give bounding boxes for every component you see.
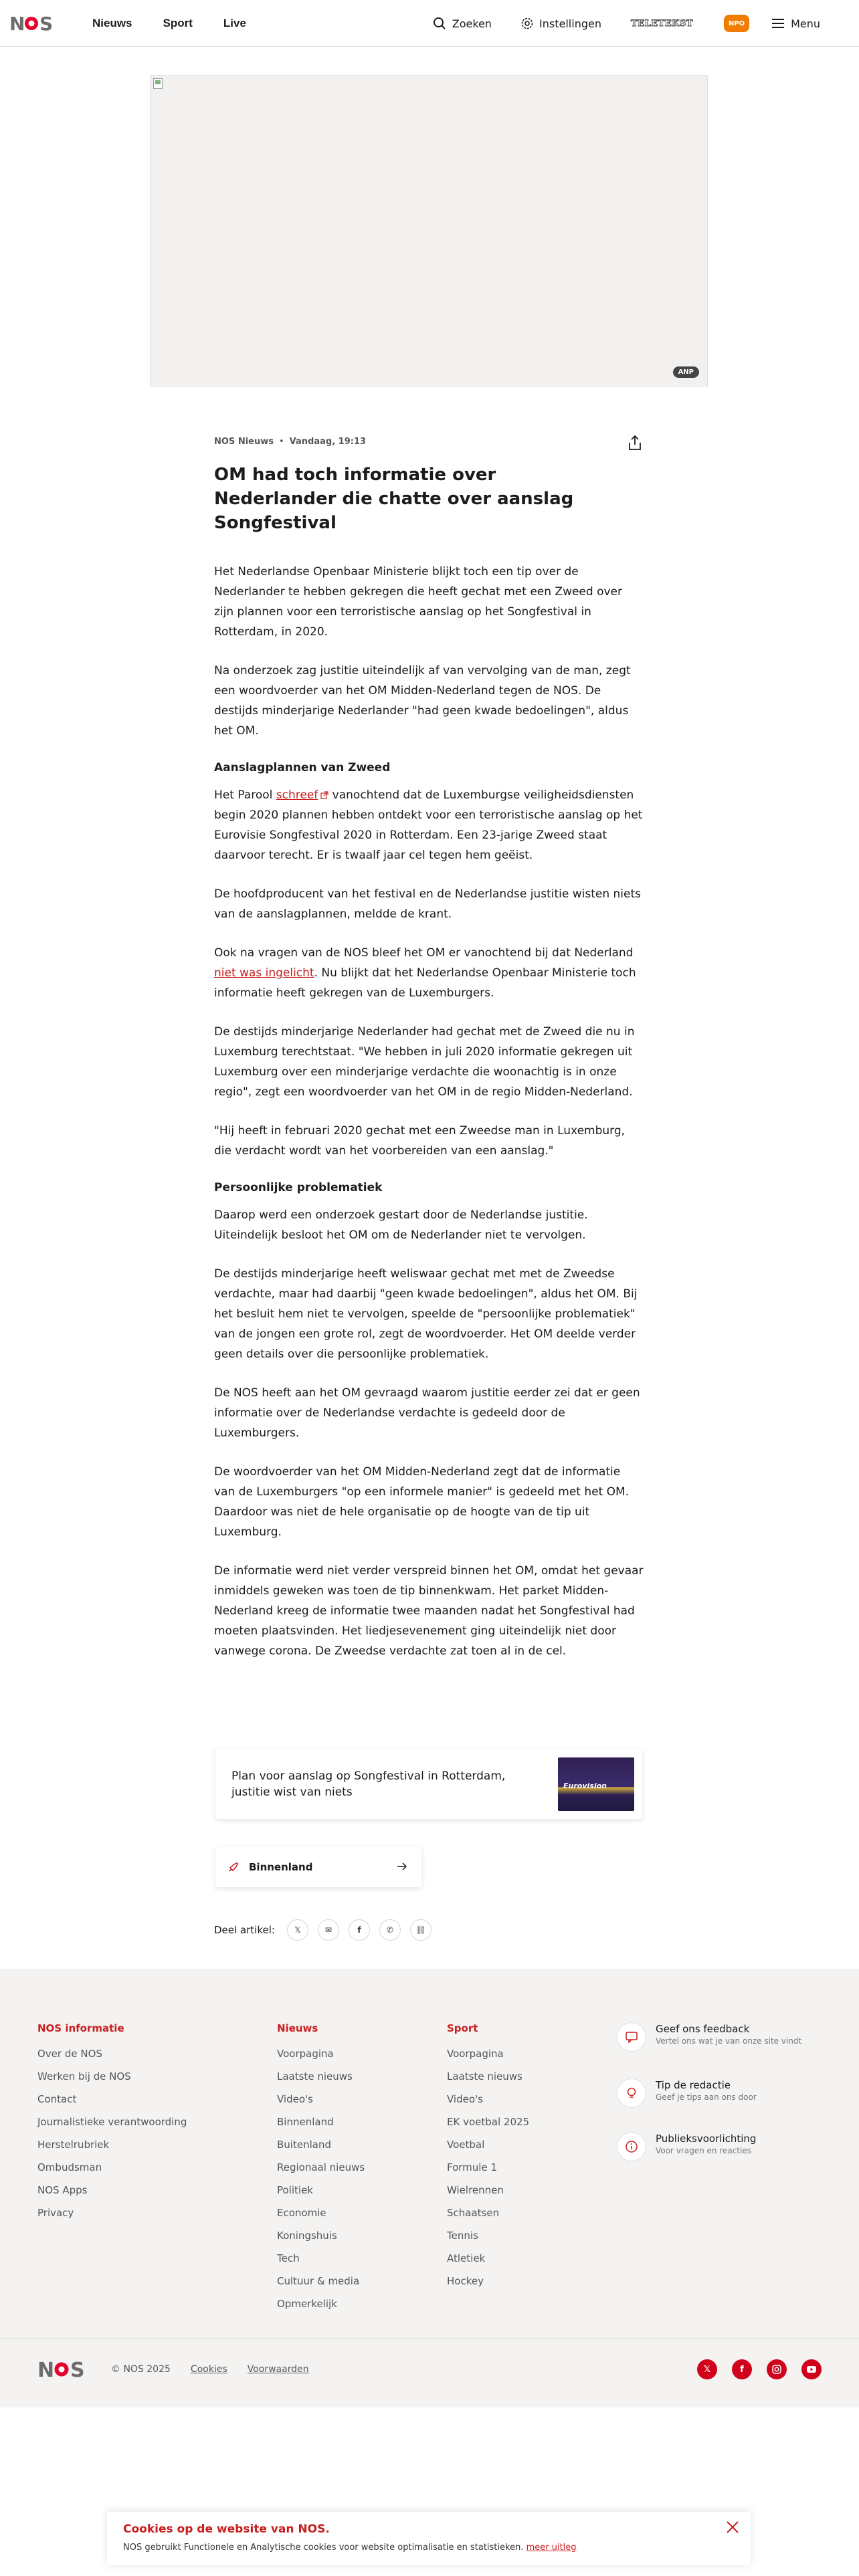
npo-logo[interactable]: NPO — [724, 15, 749, 32]
footer-col-title: NOS informatie — [37, 2022, 124, 2034]
footer-link[interactable]: Video's — [277, 2093, 313, 2105]
meta-separator: • — [278, 436, 284, 447]
article-paragraph: Het Nederlandse Openbaar Ministerie blijkt toch een tip over de Nederlander te hebben gekregen die heeft gechat met een Zweed over zijn plannen voor een terroristische aanslag op het Songfestival in Rotterdam, in 2020. — [214, 565, 622, 639]
teletekst-link[interactable]: TELETEKST — [630, 18, 694, 29]
subheading-problematiek: Persoonlijke problematiek — [214, 1181, 383, 1194]
instagram-social-icon[interactable] — [767, 2359, 787, 2379]
cookie-more-link[interactable]: meer uitleg — [526, 2543, 577, 2553]
tip-title: Tip de redactie — [656, 2079, 731, 2091]
hero-image — [150, 75, 708, 387]
social-links — [697, 2359, 822, 2379]
lightbulb-icon — [617, 2078, 646, 2108]
footer-link[interactable]: Cultuur & media — [277, 2275, 360, 2287]
paragraph-text: Ook na vragen van de NOS bleef het OM er vanochtend bij dat Nederland — [214, 946, 634, 960]
footer-link[interactable]: Werken bij de NOS — [37, 2070, 131, 2082]
niet-ingelicht-link[interactable]: niet was ingelicht — [214, 966, 314, 980]
footer-col-title: Nieuws — [277, 2022, 318, 2034]
footer-link[interactable]: Opmerkelijk — [277, 2298, 337, 2310]
article-paragraph: Daarop werd een onderzoek gestart door de Nederlandse justitie. Uiteindelijk besloot het OM om de Nederlander niet te vervolgen. — [214, 1208, 588, 1242]
article-paragraph: De informatie werd niet verder verspreid binnen het OM, omdat het gevaar inmiddels geweken was toen de tip binnenkwam. Het parket Midden-Nederland kreeg de informatie twee maanden nadat het Songfestival had moeten plaatsvinden. Het liedjesevenement ging uiteindelijk niet door vanwege corona. De Zweedse verdachte zat toen al in de cel. — [214, 1564, 644, 1658]
footer-link[interactable]: NOS Apps — [37, 2184, 88, 2196]
paragraph-text: . Nu blijkt dat het Nederlandse Openbaar Ministerie toch informatie heeft gekregen van de Luxemburgers. — [214, 966, 636, 1000]
external-link-icon — [320, 791, 328, 799]
article — [214, 428, 644, 1680]
article-meta — [214, 428, 644, 455]
article-paragraph: "Hij heeft in februari 2020 gechat met een Zweedse man in Luxemburg, die verdacht wordt van het voorbereiden van een aanslag." — [214, 1124, 626, 1158]
article-paragraph — [214, 785, 644, 865]
gear-icon — [521, 17, 533, 29]
nos-footer-logo[interactable] — [37, 2359, 91, 2379]
cookie-close-button[interactable] — [725, 2520, 741, 2536]
settings-button[interactable] — [521, 17, 601, 30]
article-paragraph: De NOS heeft aan het OM gevraagd waarom justitie eerder zei dat er geen informatie over de Nederlandse verdachte is gedeeld door de Luxemburgers. — [214, 1386, 640, 1440]
footer-col-sport — [447, 2022, 529, 2292]
voorlichting-subtitle: Voor vragen en reacties — [656, 2146, 751, 2155]
site-footer — [0, 1969, 859, 2407]
menu-label: Menu — [791, 17, 820, 30]
footer-link[interactable]: Ombudsman — [37, 2161, 102, 2173]
footer-col-informatie — [37, 2022, 187, 2224]
share-row — [214, 1919, 432, 1941]
svg-text:S: S — [70, 2359, 85, 2379]
nav-live[interactable]: Live — [223, 16, 246, 29]
article-paragraph: Na onderzoek zag justitie uiteindelijk af van vervolging van de man, zegt een woordvoerder van het OM Midden-Nederland tegen de NOS. De destijds minderjarige Nederlander "had geen kwade bedoelingen", aldus het OM. — [214, 664, 631, 738]
footer-link[interactable]: Privacy — [37, 2207, 74, 2219]
voorwaarden-link[interactable]: Voorwaarden — [247, 2364, 309, 2375]
footer-link[interactable]: Voetbal — [447, 2139, 485, 2151]
site-header — [0, 0, 859, 47]
footer-link[interactable]: EK voetbal 2025 — [447, 2116, 530, 2128]
paragraph-text: Het Parool — [214, 788, 276, 802]
x-social-icon[interactable]: 𝕏 — [697, 2359, 717, 2379]
feedback-link[interactable] — [617, 2022, 803, 2052]
nav-sport[interactable]: Sport — [163, 16, 193, 29]
tip-subtitle: Geef je tips aan ons door — [656, 2092, 757, 2102]
footer-col-title: Sport — [447, 2022, 478, 2034]
search-icon — [433, 17, 446, 30]
arrow-right-icon — [396, 1860, 408, 1872]
share-button[interactable] — [628, 435, 644, 451]
link-icon: ⛓ — [415, 1925, 426, 1935]
thumbnail-text: Eurovision — [563, 1782, 607, 1790]
share-label: Deel artikel: — [214, 1924, 275, 1936]
related-article-card[interactable] — [215, 1749, 642, 1819]
subheading-aanslagplannen: Aanslagplannen van Zweed — [214, 761, 391, 774]
article-paragraph — [214, 943, 644, 1003]
broken-image-icon — [153, 78, 163, 89]
search-button[interactable] — [433, 17, 492, 30]
footer-link[interactable]: Buitenland — [277, 2139, 331, 2151]
whatsapp-share-button[interactable] — [379, 1919, 401, 1941]
article-time: Vandaag, 19:13 — [289, 436, 367, 447]
footer-link[interactable]: Herstelrubriek — [37, 2139, 110, 2151]
feedback-icon — [617, 2022, 646, 2052]
nos-logo[interactable] — [9, 10, 67, 37]
footer-link[interactable]: Atletiek — [447, 2252, 486, 2264]
cookies-link[interactable]: Cookies — [190, 2364, 227, 2375]
footer-link[interactable]: Laatste nieuws — [447, 2070, 522, 2082]
footer-link[interactable]: Journalistieke verantwoording — [37, 2116, 187, 2128]
youtube-social-icon[interactable] — [801, 2359, 822, 2379]
nav-nieuws[interactable]: Nieuws — [92, 16, 132, 29]
whatsapp-icon: ✆ — [386, 1925, 393, 1935]
svg-text:N: N — [9, 13, 24, 33]
settings-label: Instellingen — [539, 17, 601, 30]
footer-link[interactable]: Tennis — [447, 2230, 478, 2242]
footer-link[interactable]: Contact — [37, 2093, 77, 2105]
main-nav — [92, 17, 246, 30]
footer-link[interactable]: Wielrennen — [447, 2184, 504, 2196]
footer-col-nieuws — [277, 2022, 365, 2315]
info-icon — [617, 2132, 646, 2161]
facebook-icon: f — [357, 1925, 361, 1935]
hamburger-icon — [772, 19, 784, 28]
voorlichting-link[interactable] — [617, 2132, 803, 2161]
copy-link-button[interactable] — [410, 1919, 432, 1941]
svg-text:S: S — [39, 13, 54, 33]
parool-link[interactable]: schreef — [276, 788, 318, 802]
footer-link[interactable]: Schaatsen — [447, 2207, 500, 2219]
tip-link[interactable] — [617, 2078, 803, 2108]
footer-link[interactable]: Politiek — [277, 2184, 313, 2196]
article-title: OM had toch informatie over Nederlander die chatte over aanslag Songfestival — [214, 465, 574, 533]
voorlichting-title: Publieksvoorlichting — [656, 2133, 757, 2145]
footer-link[interactable]: Voorpagina — [277, 2048, 334, 2060]
cookie-banner — [107, 2512, 751, 2565]
cookie-title: Cookies op de website van NOS. — [123, 2523, 330, 2536]
related-article-thumbnail — [558, 1757, 634, 1811]
close-icon — [725, 2520, 740, 2535]
feedback-subtitle: Vertel ons wat je van onze site vindt — [656, 2036, 802, 2046]
tag-label: Binnenland — [249, 1861, 313, 1873]
copyright: © NOS 2025 — [111, 2364, 171, 2375]
mail-icon: ✉ — [324, 1925, 332, 1935]
share-icon — [628, 435, 642, 451]
cookie-text: NOS gebruikt Functionele en Analytische cookies voor website optimalisatie en statistieken. — [123, 2543, 524, 2553]
article-paragraph: De destijds minderjarige Nederlander had gechat met de Zweed die nu in Luxemburg terechtstaat. "We hebben in juli 2020 informatie gekregen uit Luxemburg over een minderjarige verdachte die woonachtig is in onze regio", zegt een woordvoerder van het OM in de regio Midden-Nederland. — [214, 1025, 635, 1099]
article-paragraph: De woordvoerder van het OM Midden-Nederland zegt dat de informatie van de Luxemburgers "op een informele manier" is gedeeld met het OM. Daardoor was niet de hele organisatie op de hoogte van de tip uit Luxemburg. — [214, 1465, 630, 1539]
footer-link[interactable]: Laatste nieuws — [277, 2070, 353, 2082]
cookie-text-wrapper — [123, 2543, 735, 2553]
feedback-title: Geef ons feedback — [656, 2023, 750, 2035]
facebook-share-button[interactable] — [349, 1919, 370, 1941]
menu-button[interactable] — [772, 17, 820, 30]
footer-link[interactable]: Tech — [277, 2252, 300, 2264]
footer-link[interactable]: Voorpagina — [447, 2048, 504, 2060]
related-article-title: Plan voor aanslag op Songfestival in Rotterdam, justitie wist van niets — [231, 1769, 506, 1799]
x-share-button[interactable] — [287, 1919, 308, 1941]
header-actions — [433, 0, 820, 47]
footer-link[interactable]: Regionaal nieuws — [277, 2161, 365, 2173]
article-paragraph: De hoofdproducent van het festival en de Nederlandse justitie wisten niets van de aanslagplannen, meldde de krant. — [214, 887, 641, 921]
photo-credit: ANP — [673, 366, 699, 378]
footer-link[interactable]: Over de NOS — [37, 2048, 102, 2060]
facebook-social-icon[interactable]: f — [732, 2359, 752, 2379]
x-icon: 𝕏 — [294, 1925, 301, 1935]
article-paragraph: De destijds minderjarige heeft weliswaar gechat met met de Zweedse verdachte, maar had daarbij "geen kwade bedoelingen", aldus het OM. Bij het besluit hem niet te vervolgen, speelde de "persoonlijke problematiek" van de jongen een grote rol, zegt de woordvoerder. Het OM deelde verder geen details over die persoonlijke problematiek. — [214, 1267, 638, 1361]
article-source: NOS Nieuws — [214, 436, 274, 447]
paragraph-text: vanochtend dat de Luxemburgse veiligheidsdiensten begin 2020 plannen hebben ontdekt voor een terroristische aanslag op het Eurovisie Songfestival 2020 in Rotterdam. Een 23-jarige Zweed staat daarvoor terecht. Er is twaalf jaar cel tegen hem geëist. — [214, 788, 643, 862]
footer-divider — [0, 2338, 859, 2339]
rocket-icon — [227, 1861, 240, 1873]
footer-bottom — [37, 2359, 309, 2379]
footer-link[interactable]: Hockey — [447, 2275, 484, 2287]
footer-link[interactable]: Video's — [447, 2093, 483, 2105]
footer-link[interactable]: Formule 1 — [447, 2161, 497, 2173]
footer-link[interactable]: Binnenland — [277, 2116, 334, 2128]
search-label: Zoeken — [452, 17, 492, 30]
svg-text:N: N — [37, 2359, 54, 2379]
category-tag-binnenland[interactable] — [215, 1847, 421, 1887]
email-share-button[interactable] — [318, 1919, 339, 1941]
footer-link[interactable]: Koningshuis — [277, 2230, 337, 2242]
footer-link[interactable]: Economie — [277, 2207, 326, 2219]
